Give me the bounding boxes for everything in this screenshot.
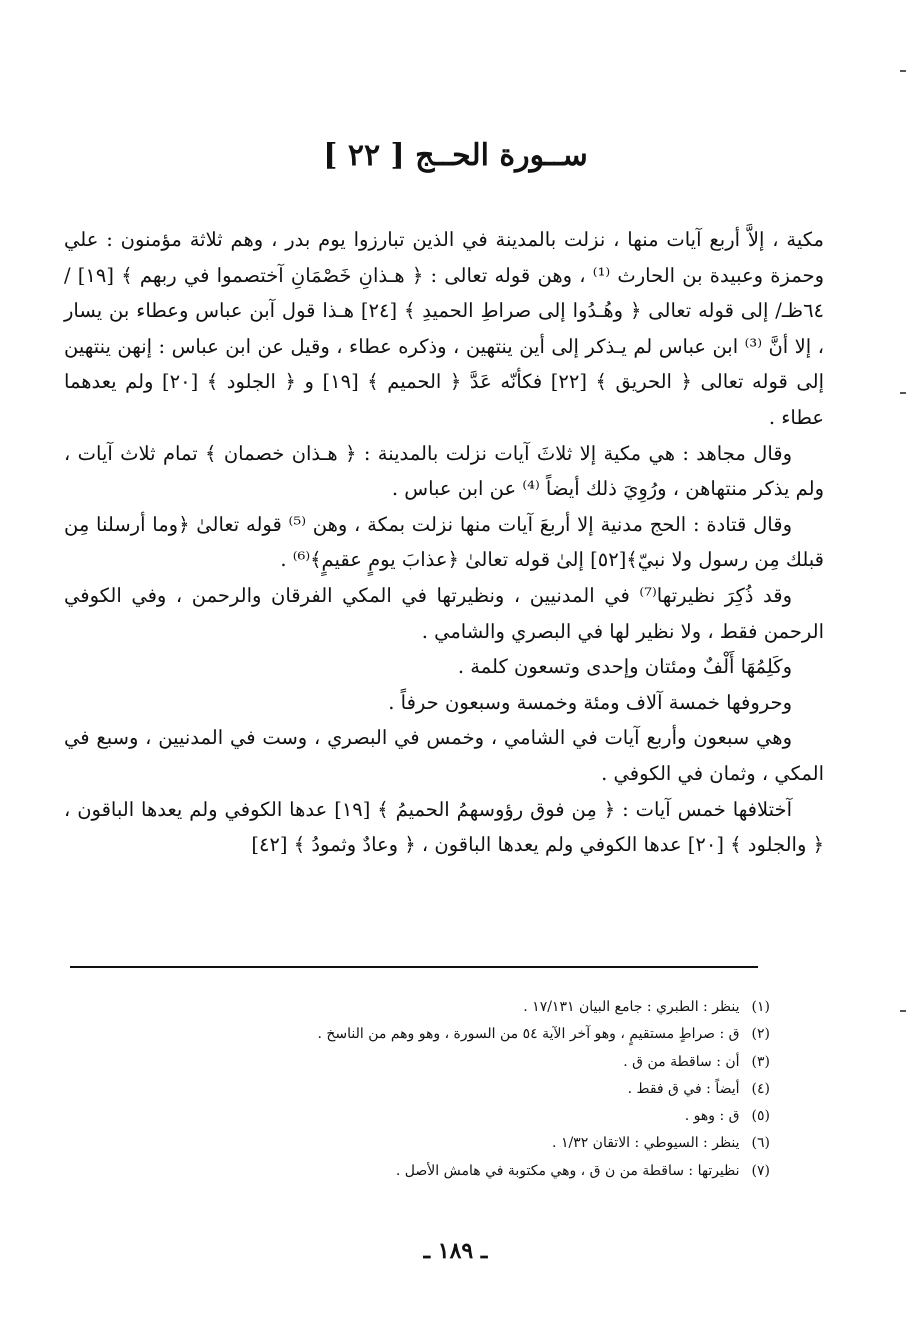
footnote-number: (٦) [751,1135,770,1152]
footnote-6 [90,1130,770,1157]
footnote-3 [90,1049,770,1076]
scan-edge-mark [900,70,906,72]
paragraph-7: وهي سبعون وأربع آيات في الشامي ، وخمس في البصري ، وست في المدنيين ، وسبع في المكي ، وثمان في الكوفي . [64,726,824,785]
footnote-5 [90,1103,770,1130]
paragraph-6: وحروفها خمسة آلاف ومئة وخمسة وسبعون حرفاً . [388,690,792,714]
paragraph-1: مكية ، إلاَّ أربع آيات منها ، نزلت بالمدينة في الذين تبارزوا يوم بدر ، وهم ثلاثة مؤمنون : علي وحمزة وعبيدة بن الحارث ⁽¹⁾ ، وهن قوله تعالى : ﴿ هـذانِ خَصْمَانِ آختصموا في ربهم ﴾ [١٩] /٦٤ظـ/ إلى قوله تعالى ﴿ وهُـدُوا إلى صراطِ الحميدِ ﴾ [٢٤] هـذا قول آبن عباس وعطاء بن يسار ، إلا أنَّ ⁽³⁾ ابن عباس لم يـذكر إلى أين ينتهين ، وذكره عطاء ، وقيل عن ابن عباس : إنهن ينتهين إلى قوله تعالى ﴿ الحريق ﴾ [٢٢] فكأنّه عَدَّ ﴿ الحميم ﴾ [١٩] و ﴿ الجلود ﴾ [٢٠] ولم يعدهما عطاء . [64,228,825,429]
footnote-text: أيضاً : في ق فقط . [627,1080,740,1097]
paragraph-2: وقال مجاهد : هي مكية إلا ثلاثَ آيات نزلت بالمدينة : ﴿ هـذان خصمان ﴾ تمام ثلاث آيات ، ولم يذكر منتهاهن ، ورُوِيَ ذلك أيضاً ⁽⁴⁾ عن ابن عباس . [64,441,824,501]
footnote-number: (٧) [751,1162,770,1179]
paragraph-4: وقد ذُكِرَ نظيرتها⁽⁷⁾ في المدنيين ، ونظيرتها في المكي الفرقان والرحمن ، وفي الكوفي الرحمن فقط ، ولا نظير لها في البصري والشامي . [64,583,824,643]
footnote-number: (٥) [751,1108,770,1125]
main-text [64,222,824,863]
footnote-4 [90,1076,770,1103]
footnote-divider [70,966,758,968]
scan-edge-mark [900,1010,906,1012]
footnote-1 [90,994,770,1021]
footnote-number: (١) [751,999,770,1015]
scan-edge-mark [900,392,906,394]
footnote-text: نظيرتها : ساقطة من ن ق ، وهي مكتوبة في هامش الأصل . [395,1162,740,1179]
footnote-number: (٤) [751,1080,770,1097]
surah-title: ســورة الحــج [ ٢٢ ] [323,138,588,173]
page-number: ـ ١٨٩ ـ [423,1238,488,1264]
footnote-text: ينظر : السيوطي : الاتقان ١/٣٢ . [552,1135,740,1152]
footnote-number: (٣) [751,1053,770,1070]
footnote-text: أن : ساقطة من ق . [623,1053,740,1070]
footnote-number: (٢) [751,1026,770,1043]
paragraph-8: آختلافها خمس آيات : ﴿ مِن فوق رؤوسهمُ الحميمُ ﴾ [١٩] عدها الكوفي ولم يعدها الباقون ، ﴿ والجلود ﴾ [٢٠] عدها الكوفي ولم يعدها الباقون ، ﴿ وعادٌ وثمودُ ﴾ [٤٢] [64,797,824,857]
footnote-text: ينظر : الطبري : جامع البيان ١٧/١٣١ . [523,999,740,1015]
footnote-text: ق : وهو . [684,1108,740,1125]
footnote-2 [90,1021,770,1048]
paragraph-3: وقال قتادة : الحج مدنية إلا أربعَ آيات منها نزلت بمكة ، وهن ⁽⁵⁾ قوله تعالىٰ ﴿وما أرسلنا مِن قبلك مِن رسول ولا نبيّ﴾[٥٢] إلىٰ قوله تعالىٰ ﴿عذابَ يومٍ عقيمٍ﴾⁽⁶⁾ . [64,512,824,572]
footnotes [90,994,770,1185]
paragraph-5: وكَلِمُهَا أَلْفٌ ومئتان وإحدى وتسعون كلمة . [457,655,792,679]
footnote-text: ق : صراطٍ مستقيمٍ ، وهو آخر الآية ٥٤ من السورة ، وهو وهم من الناسخ . [317,1026,740,1043]
footnote-7 [90,1158,770,1185]
